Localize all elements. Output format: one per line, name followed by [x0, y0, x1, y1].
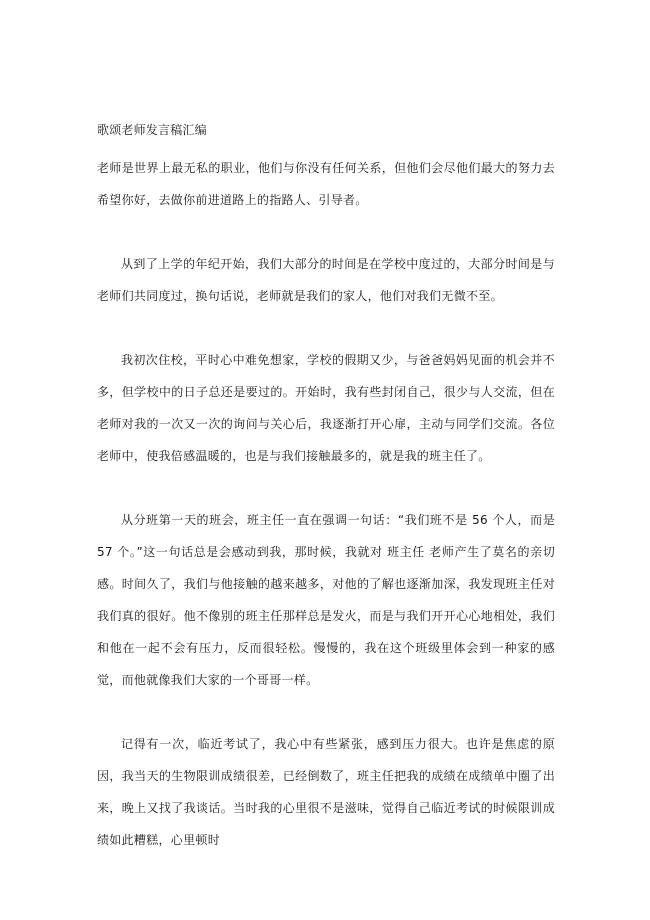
paragraph-class-meeting: 从分班第一天的班会，班主任一直在强调一句话：“我们班不是 56 个人，而是 57 个。”这一句话总是会感动到我，那时候，我就对 班主任 老师产生了莫名的亲切感。时间久了，我们与他接触的越来越多，对他的了解也逐渐加深，我发现班主任对我们真的很好。他不像别的班主任那样总是发火，而是与我们开开心心地相处，我们和他在一起不会有压力，反而很轻松。慢慢的，我在这个班级里体会到一种家的感觉，而他就像我们大家的一个哥哥一样。: [97, 513, 555, 687]
paragraph-spacer: [97, 472, 555, 504]
paragraph-spacer: [97, 312, 555, 344]
paragraph-exam-story: 记得有一次，临近考试了，我心中有些紧张，感到压力很大。也许是焦虑的原因，我当天的生物限训成绩很差，已经倒数了，班主任把我的成绩在成绩单中圈了出来，晚上又找了我谈话。当时我的心里很不是滋味，觉得自己临近考试的时候限训成绩如此糟糕，心里顿时: [97, 737, 555, 847]
paragraph-school-years: 从到了上学的年纪开始，我们大部分的时间是在学校中度过的，大部分时间是与老师们共同度过，换句话说，老师就是我们的家人，他们对我们无微不至。: [97, 257, 555, 303]
document-title: 歌颂老师发言稿汇编: [97, 123, 207, 137]
document-body: [97, 120, 555, 856]
paragraph-boarding: 我初次住校，平时心中难免想家，学校的假期又少，与爸爸妈妈见面的机会并不多，但学校中的日子总还是要过的。开始时，我有些封闭自己，很少与人交流，但在老师对我的一次又一次的询问与关心后，我逐渐打开心扉，主动与同学们交流。各位老师中，使我倍感温暖的，也是与我们接触最多的，就是我的班主任了。: [97, 353, 555, 463]
paragraph-spacer: [97, 696, 555, 728]
paragraph-spacer: [97, 216, 555, 248]
paragraph-intro: 老师是世界上最无私的职业，他们与你没有任何关系，但他们会尽他们最大的努力去希望你好，去做你前进道路上的指路人、引导者。: [97, 161, 555, 207]
